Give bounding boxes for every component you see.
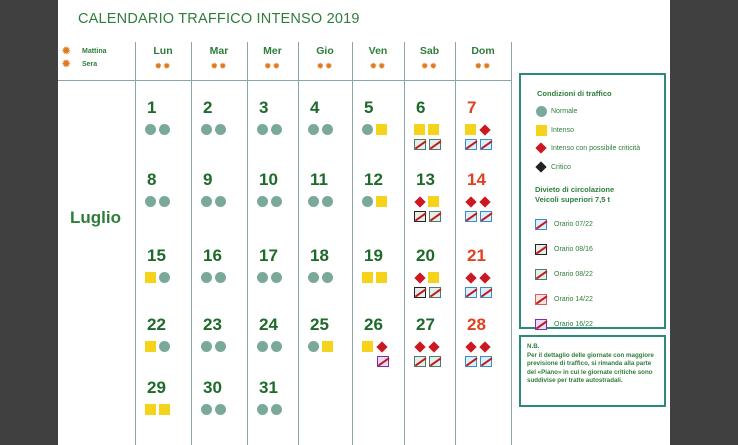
normal-dot-icon [257,124,268,135]
day-cell[interactable] [135,315,191,375]
day-number: 15 [147,246,166,265]
truck-ban-0822-icon [414,139,426,150]
normal-dot-icon [308,124,319,135]
truck-ban-1422-icon [535,294,547,305]
truck-ban-0716-icon [465,211,477,222]
day-traffic-symbols [145,402,191,417]
weekday-dom: Dom [471,45,495,57]
truck-ban-0716-icon [535,219,547,230]
day-cell[interactable] [404,246,460,306]
day-number: 21 [467,246,486,265]
day-cell[interactable] [455,246,511,306]
intense-square-icon [362,341,373,352]
normal-dot-icon [201,341,212,352]
red-diamond-icon [479,341,490,352]
red-diamond-icon [479,196,490,207]
ban-hour-label: Orario 08/16 [554,246,593,253]
day-cell[interactable] [191,98,247,158]
day-traffic-symbols [308,122,354,137]
normal-dot-icon [257,272,268,283]
ban-hour-item [531,319,593,330]
day-number: 25 [310,315,329,334]
sun-icon: ✹✹ [263,61,282,71]
legend-intense-critical [531,144,640,152]
header-divider [58,80,512,81]
ban-title-line2: Veicoli superiori 7,5 t [535,195,611,204]
ban-hour-label: Orario 16/22 [554,321,593,328]
normal-dot-icon [271,404,282,415]
day-traffic-symbols [362,270,408,285]
sun-icon: ✹✹ [154,61,172,71]
legend-normal [531,106,577,117]
red-diamond-icon [479,272,490,283]
day-number: 28 [467,315,486,334]
intense-square-icon [159,404,170,415]
weekday-sab: Sab [419,45,440,57]
ban-title [535,185,614,205]
normal-dot-icon [201,124,212,135]
red-diamond-icon [479,124,490,135]
day-cell[interactable] [247,246,303,306]
day-traffic-symbols [257,194,303,209]
normal-dot-icon [257,341,268,352]
day-traffic-symbols [414,122,460,152]
day-traffic-symbols [257,270,303,285]
day-cell[interactable] [298,246,354,306]
weekday-gio: Gio [316,45,334,57]
truck-ban-1622-icon [535,319,547,330]
weekday-mar: Mar [209,45,229,57]
day-traffic-symbols [145,122,191,137]
calendar-page [58,0,670,445]
day-cell[interactable] [404,98,460,158]
truck-ban-0822-icon [414,356,426,367]
day-traffic-symbols [308,194,354,209]
normal-dot-icon [536,106,547,117]
red-diamond-icon [465,272,476,283]
day-traffic-symbols [201,122,247,137]
note-text: Per il dettaglio delle giornate con maggiore previsione di traffico, si rimanda alla parte del «Piano» in cui le giornate critiche sono suddivise per tratte autostradali. [527,351,654,384]
legend-normal-label: Normale [551,108,578,115]
day-number: 7 [467,98,477,117]
day-number: 4 [310,98,320,117]
day-number: 16 [203,246,222,265]
intense-square-icon [536,125,547,136]
truck-ban-0822-icon [429,356,441,367]
normal-dot-icon [145,196,156,207]
truck-ban-1622-icon [377,356,389,367]
truck-ban-0716-icon [480,211,492,222]
normal-dot-icon [271,272,282,283]
day-number: 30 [203,378,222,397]
ban-hour-label: Orario 14/22 [554,296,593,303]
day-number: 13 [416,170,435,189]
day-traffic-symbols [145,339,191,354]
day-cell[interactable] [352,98,408,158]
day-cell[interactable] [191,246,247,306]
day-number: 24 [259,315,278,334]
day-cell[interactable] [135,170,191,230]
intense-square-icon [145,341,156,352]
legend-intense-critical-label: Intenso con possibile criticità [551,144,641,152]
morning-label: Mattina [82,48,107,55]
day-traffic-symbols [201,194,247,209]
normal-dot-icon [362,196,373,207]
day-cell[interactable] [191,315,247,375]
day-cell[interactable] [247,98,303,158]
day-number: 9 [203,170,213,189]
day-traffic-symbols [145,194,191,209]
red-diamond-icon [414,272,425,283]
intense-square-icon [145,404,156,415]
day-number: 12 [364,170,383,189]
day-traffic-symbols [201,339,247,354]
day-cell[interactable] [455,315,511,375]
day-cell[interactable] [135,378,191,438]
red-diamond-icon [376,341,387,352]
day-cell[interactable] [247,170,303,230]
day-number: 19 [364,246,383,265]
intense-square-icon [322,341,333,352]
day-cell[interactable] [455,98,511,158]
note-title: N.B. [527,343,540,350]
normal-dot-icon [257,196,268,207]
truck-ban-0816-icon [535,244,547,255]
day-number: 5 [364,98,374,117]
intense-square-icon [145,272,156,283]
note-box [519,335,666,407]
truck-ban-0716-icon [465,356,477,367]
page-title: CALENDARIO TRAFFICO INTENSO 2019 [78,11,360,27]
normal-dot-icon [271,341,282,352]
day-cell[interactable] [352,246,408,306]
day-cell[interactable] [404,315,460,375]
legend-critical [531,163,571,171]
normal-dot-icon [159,341,170,352]
day-number: 14 [467,170,486,189]
intense-square-icon [376,196,387,207]
month-label: Luglio [70,208,121,227]
day-traffic-symbols [308,339,354,354]
sun-evening-icon: ✹ [62,59,71,70]
normal-dot-icon [308,196,319,207]
day-number: 2 [203,98,213,117]
traffic-legend [519,73,666,329]
normal-dot-icon [159,124,170,135]
sun-icon: ✹✹ [420,61,439,71]
day-traffic-symbols [362,194,408,209]
normal-dot-icon [362,124,373,135]
ban-hour-item [531,294,593,305]
red-diamond-icon [465,341,476,352]
day-traffic-symbols [414,194,460,224]
day-traffic-symbols [257,339,303,354]
normal-dot-icon [308,272,319,283]
day-number: 3 [259,98,269,117]
weekday-mer: Mer [263,45,282,57]
day-number: 31 [259,378,278,397]
day-cell[interactable] [135,246,191,306]
normal-dot-icon [322,196,333,207]
day-number: 27 [416,315,435,334]
day-number: 18 [310,246,329,265]
truck-ban-0716-icon [480,356,492,367]
normal-dot-icon [257,404,268,415]
truck-ban-0716-icon [465,139,477,150]
day-cell[interactable] [191,170,247,230]
intense-square-icon [428,196,439,207]
legend-title: Condizioni di traffico [537,89,612,98]
intense-square-icon [428,124,439,135]
legend-intense [531,125,574,136]
legend-critical-label: Critico [551,163,571,171]
normal-dot-icon [159,272,170,283]
day-cell[interactable] [135,98,191,158]
ban-hour-item [531,269,593,280]
normal-dot-icon [215,196,226,207]
day-traffic-symbols [362,339,408,369]
truck-ban-0816-icon [414,287,426,298]
intense-square-icon [428,272,439,283]
sun-icon: ✹✹ [369,61,387,71]
day-traffic-symbols [465,270,511,300]
normal-dot-icon [215,124,226,135]
truck-ban-0816-icon [414,211,426,222]
sun-icon: ✹✹ [210,61,228,71]
intense-square-icon [465,124,476,135]
time-legend [62,45,107,71]
truck-ban-0822-icon [429,211,441,222]
day-number: 22 [147,315,166,334]
weekday-lun: Lun [153,45,173,57]
day-traffic-symbols [414,270,460,300]
day-number: 1 [147,98,157,117]
day-cell[interactable] [298,315,354,375]
normal-dot-icon [271,124,282,135]
truck-ban-0716-icon [465,287,477,298]
day-traffic-symbols [414,339,460,369]
day-number: 11 [310,170,328,189]
day-traffic-symbols [362,122,408,137]
normal-dot-icon [159,196,170,207]
truck-ban-0716-icon [480,139,492,150]
truck-ban-0716-icon [480,287,492,298]
day-traffic-symbols [465,339,511,369]
red-diamond-icon [428,341,439,352]
sun-morning-icon: ✹ [62,46,71,57]
normal-dot-icon [215,341,226,352]
ban-hour-item [531,244,593,255]
day-number: 10 [259,170,278,189]
day-cell[interactable] [352,315,408,375]
normal-dot-icon [201,404,212,415]
intense-square-icon [376,124,387,135]
red-diamond-icon [535,142,546,153]
day-traffic-symbols [201,402,247,417]
normal-dot-icon [308,341,319,352]
day-cell[interactable] [191,378,247,438]
truck-ban-0822-icon [429,139,441,150]
day-cell[interactable] [404,170,460,230]
ban-hour-label: Orario 08/22 [554,271,593,278]
sun-icon: ✹✹ [316,61,334,71]
normal-dot-icon [215,272,226,283]
day-cell[interactable] [298,98,354,158]
day-cell[interactable] [352,170,408,230]
red-diamond-icon [414,196,425,207]
day-number: 29 [147,378,166,397]
day-number: 8 [147,170,157,189]
ban-hour-label: Orario 07/22 [554,221,593,228]
normal-dot-icon [322,272,333,283]
day-traffic-symbols [257,122,303,137]
normal-dot-icon [145,124,156,135]
normal-dot-icon [201,196,212,207]
normal-dot-icon [271,196,282,207]
day-number: 17 [259,246,278,265]
evening-label: Sera [82,61,98,68]
truck-ban-0822-icon [429,287,441,298]
day-number: 23 [203,315,222,334]
day-traffic-symbols [201,270,247,285]
day-number: 6 [416,98,426,117]
normal-dot-icon [215,404,226,415]
legend-intense-label: Intenso [551,127,574,134]
normal-dot-icon [322,124,333,135]
ban-title-line1: Divieto di circolazione [535,185,615,194]
day-cell[interactable] [247,378,303,438]
intense-square-icon [376,272,387,283]
day-cell[interactable] [455,170,511,230]
day-traffic-symbols [308,270,354,285]
sun-icon: ✹✹ [474,61,492,71]
day-traffic-symbols [257,402,303,417]
grid-line [511,42,512,445]
day-number: 26 [364,315,383,334]
day-traffic-symbols [465,194,511,224]
red-diamond-icon [414,341,425,352]
day-cell[interactable] [247,315,303,375]
red-diamond-icon [465,196,476,207]
weekday-ven: Ven [368,45,388,57]
day-number: 20 [416,246,435,265]
truck-ban-0822-icon [535,269,547,280]
intense-square-icon [362,272,373,283]
black-diamond-icon [535,161,546,172]
ban-hour-item [531,219,593,230]
intense-square-icon [414,124,425,135]
day-traffic-symbols [145,270,191,285]
day-traffic-symbols [465,122,511,152]
day-cell[interactable] [298,170,354,230]
normal-dot-icon [201,272,212,283]
